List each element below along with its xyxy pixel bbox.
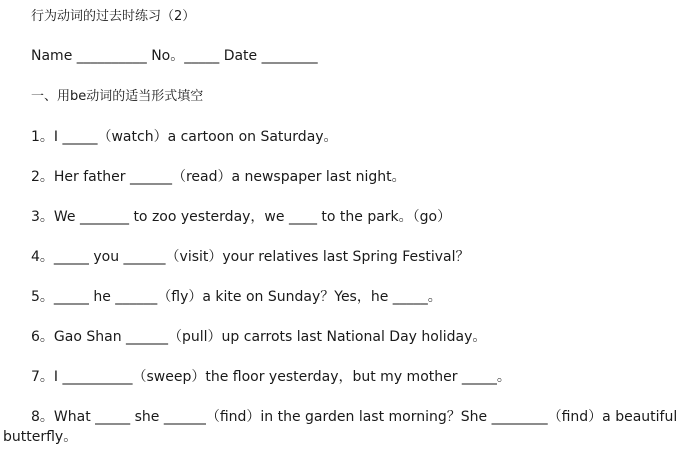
question-3: 3。We _______ to zoo yesterday，we ____ to the park。（go）	[31, 209, 452, 225]
question-1: 1。I _____（watch）a cartoon on Saturday。	[31, 129, 338, 145]
question-2: 2。Her father ______（read）a newspaper last night。	[31, 169, 406, 185]
section-heading: 一、用be动词的适当形式填空	[31, 89, 204, 104]
worksheet-title: 行为动词的过去时练习（2）	[31, 9, 196, 24]
question-5: 5。_____ he ______（fly）a kite on Sunday？Yes，he _____。	[31, 289, 442, 305]
question-7: 7。I __________（sweep）the floor yesterday，but my mother _____。	[31, 369, 511, 385]
student-info-line: Name __________ No。_____ Date ________	[31, 48, 318, 64]
question-6: 6。Gao Shan ______（pull）up carrots last National Day holiday。	[31, 329, 487, 345]
question-8-continuation: butterfly。	[3, 429, 78, 445]
question-4: 4。_____ you ______（visit）your relatives last Spring Festival？	[31, 249, 470, 265]
question-8: 8。What _____ she ______（find）in the garden last morning？She ________（find）a beautiful	[31, 409, 678, 425]
